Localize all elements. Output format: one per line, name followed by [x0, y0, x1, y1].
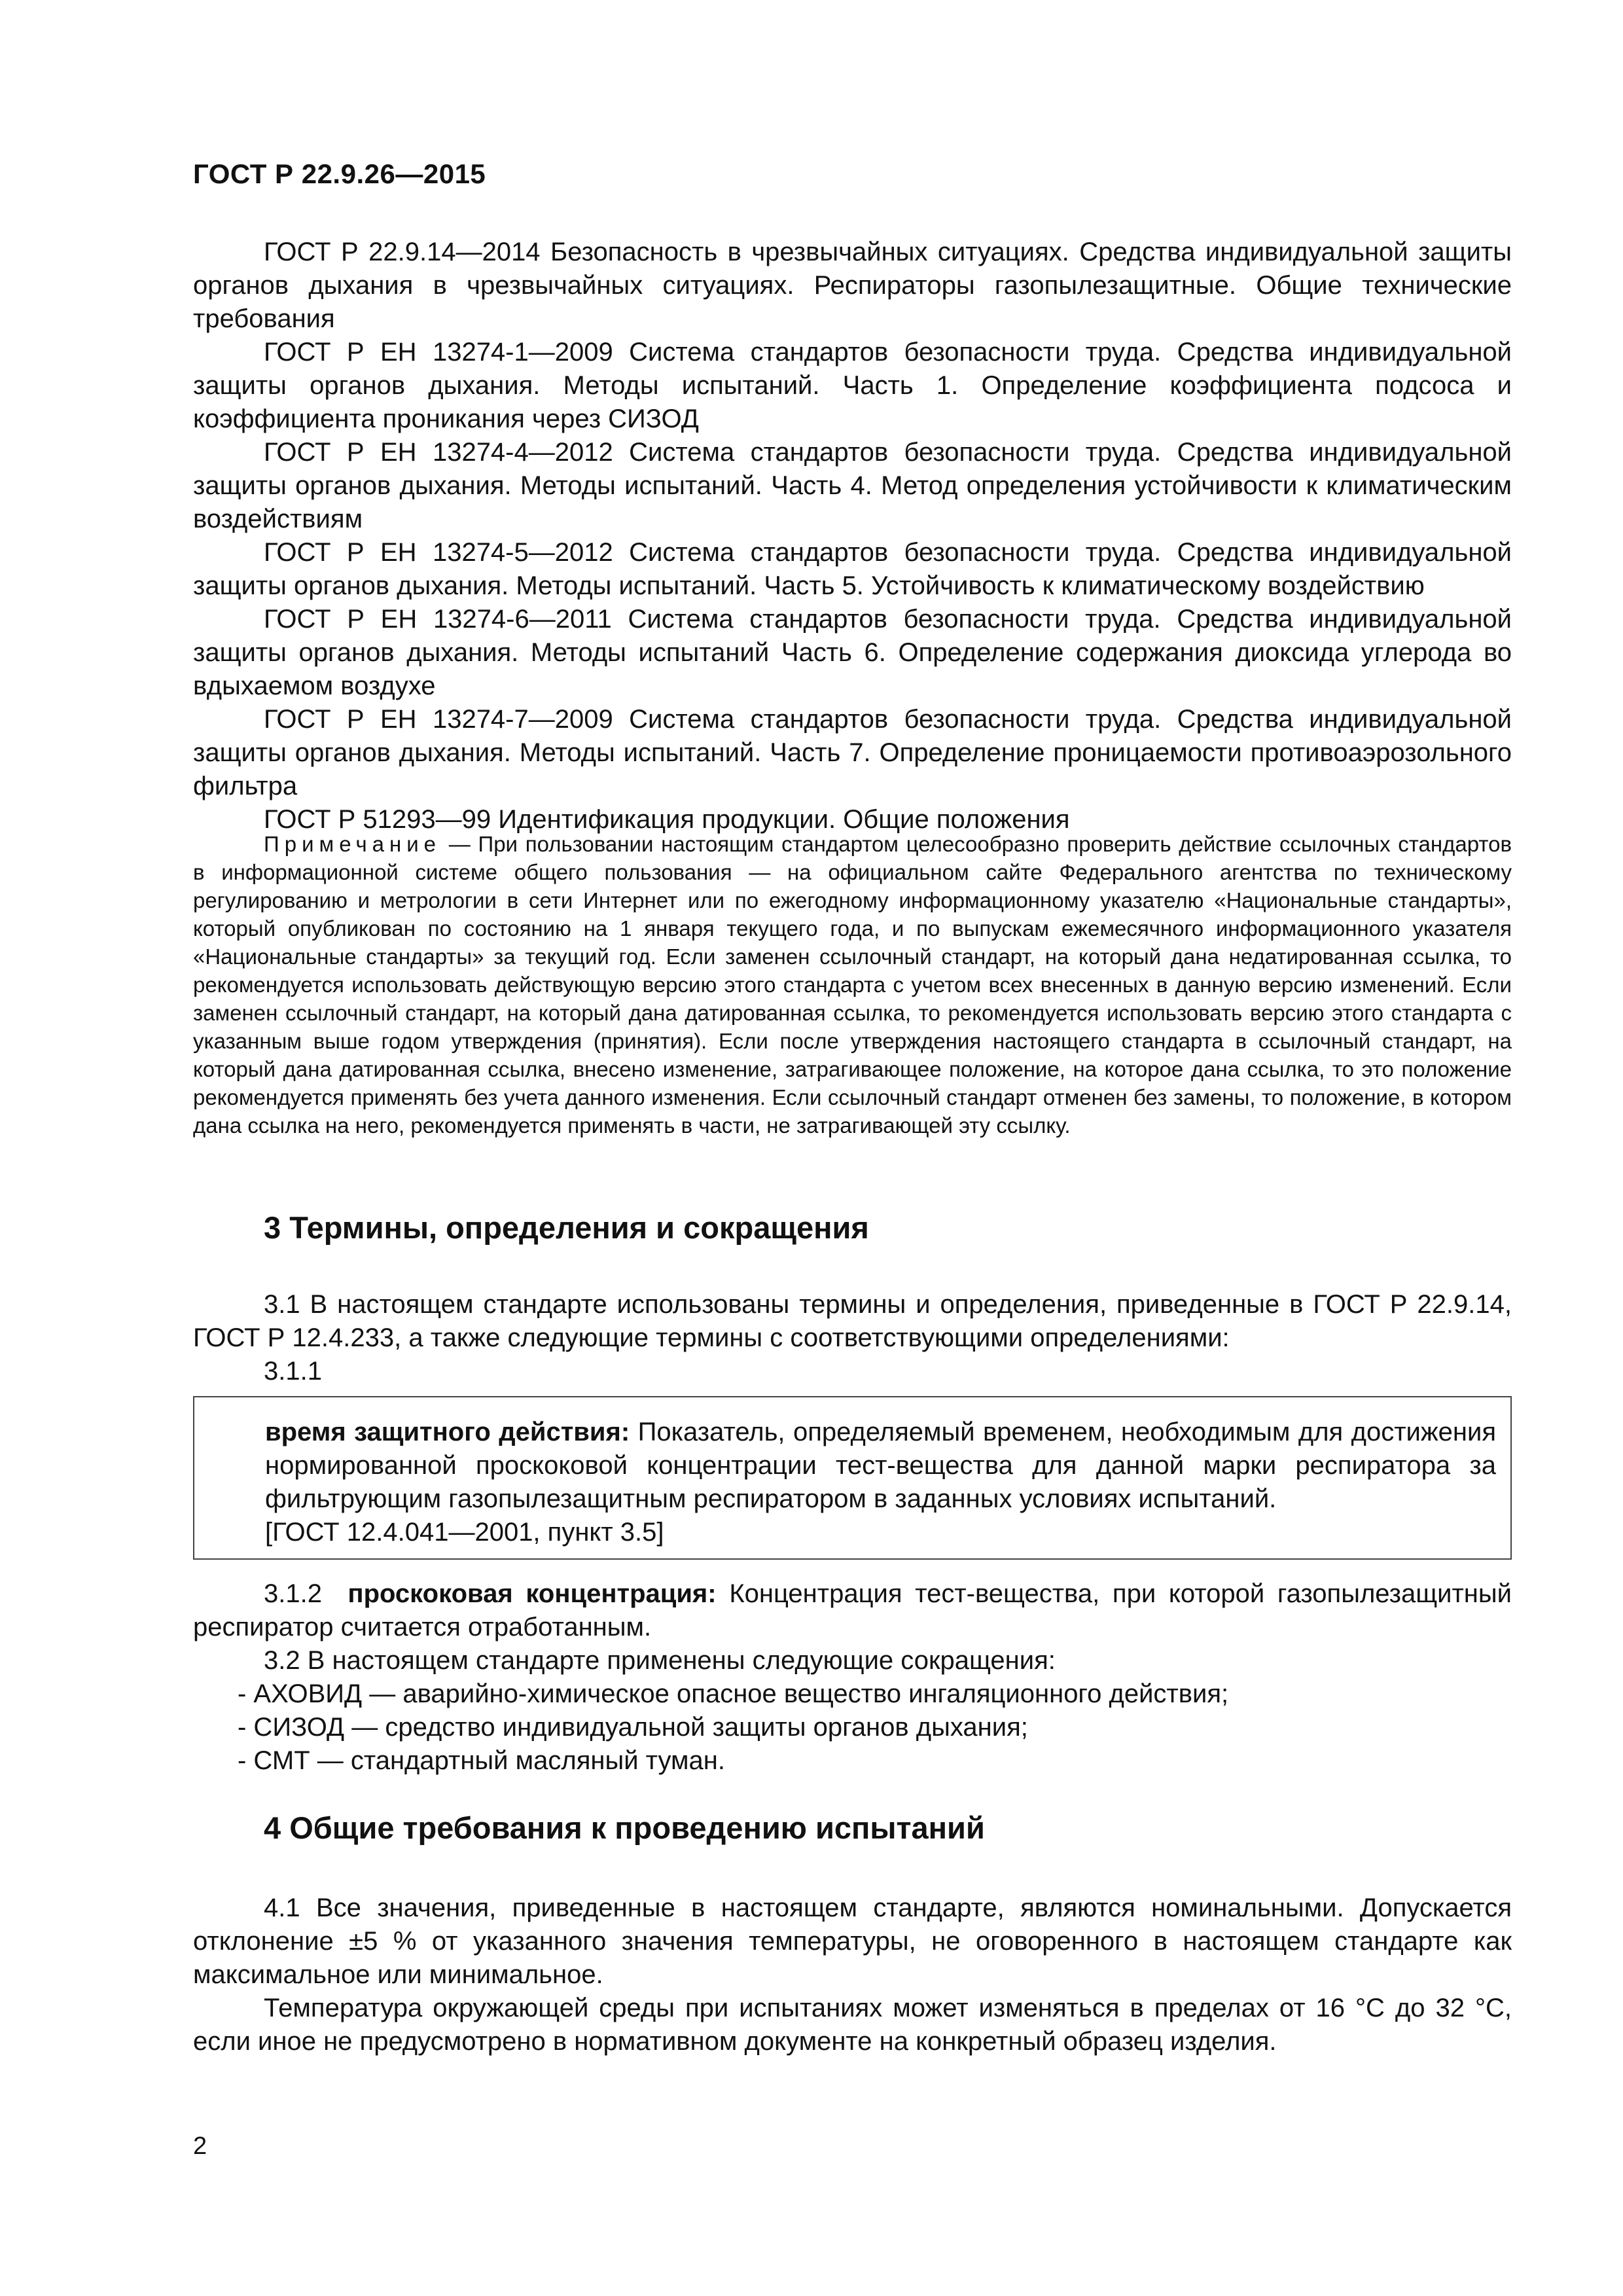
- reference-item: ГОСТ Р ЕН 13274-4—2012 Система стандартов безопасности труда. Средства индивидуальной защиты органов дыхания. Методы испытаний. Часть 4. Метод определения устойчивости к климатическим воздействиям: [193, 438, 1512, 533]
- clause-3-1-2-term: проскоковая концентрация:: [348, 1579, 717, 1608]
- abbreviation-item: - СИЗОД — средство индивидуальной защиты органов дыхания;: [238, 1713, 1028, 1742]
- clause-3-1-2: [193, 1577, 1512, 1644]
- abbreviation-item: - СМТ — стандартный масляный туман.: [238, 1746, 725, 1775]
- clause-3-1-2-number: 3.1.2: [264, 1579, 322, 1608]
- reference-item: ГОСТ Р 51293—99 Идентификация продукции. Общие положения: [264, 805, 1070, 834]
- clause-3-1-2-definition: Концентрация тест-вещества, при которой газопылезащитный респиратор считается отработанным.: [193, 1579, 1512, 1641]
- reference-item: ГОСТ Р ЕН 13274-6—2011 Система стандартов безопасности труда. Средства индивидуальной защиты органов дыхания. Методы испытаний Часть 6. Определение содержания диоксида углерода во вдыхаемом воздухе: [193, 605, 1512, 700]
- reference-item: ГОСТ Р ЕН 13274-7—2009 Система стандартов безопасности труда. Средства индивидуальной защиты органов дыхания. Методы испытаний. Часть 7. Определение проницаемости противоаэрозольного фильтра: [193, 705, 1512, 800]
- document-header-title: ГОСТ Р 22.9.26—2015: [193, 158, 486, 189]
- term-text: Показатель, определяемый временем, необходимым для достижения нормированной проскоковой концентрации тест-вещества для данной марки респиратора за фильтрующим газопылезащитным респиратором в заданных условиях испытаний.: [265, 1418, 1496, 1513]
- section-3-intro: [193, 1288, 1512, 1388]
- term-definition-box: [193, 1396, 1512, 1560]
- note-paragraph: [193, 830, 1512, 1139]
- term-definition: [265, 1416, 1496, 1516]
- clause-4-1: 4.1 Все значения, приведенные в настоящем стандарте, являются номинальными. Допускается отклонение ±5 % от указанного значения температуры, не оговоренного в настоящем стандарте как максимальное или минимальное.: [193, 1893, 1512, 1989]
- abbreviation-item: - АХОВИД — аварийно-химическое опасное вещество ингаляционного действия;: [238, 1679, 1229, 1708]
- page-number: 2: [193, 2132, 207, 2160]
- note-label: Примечание: [264, 832, 442, 856]
- references-list: [193, 236, 1512, 836]
- section-4-body: [193, 1892, 1512, 2058]
- term-name: время защитного действия:: [265, 1418, 630, 1446]
- reference-item: ГОСТ Р ЕН 13274-5—2012 Система стандартов безопасности труда. Средства индивидуальной защиты органов дыхания. Методы испытаний. Часть 5. Устойчивость к климатическому воздействию: [193, 538, 1512, 600]
- reference-item: ГОСТ Р ЕН 13274-1—2009 Система стандартов безопасности труда. Средства индивидуальной защиты органов дыхания. Методы испытаний. Часть 1. Определение коэффициента подсоса и коэффициента проникания через СИЗОД: [193, 338, 1512, 433]
- section-3-heading: 3 Термины, определения и сокращения: [264, 1210, 869, 1245]
- abbreviation-list: [193, 1677, 1512, 1778]
- term-source: [ГОСТ 12.4.041—2001, пункт 3.5]: [265, 1518, 664, 1547]
- section-3-definitions: [193, 1577, 1512, 1778]
- clause-3-1-1-number: 3.1.1: [264, 1357, 322, 1386]
- clause-3-2: 3.2 В настоящем стандарте применены следующие сокращения:: [264, 1646, 1056, 1675]
- clause-4-1-temperature: Температура окружающей среды при испытаниях может изменяться в пределах от 16 °С до 32 °С, если иное не предусмотрено в нормативном документе на конкретный образец изделия.: [193, 1994, 1512, 2056]
- note-text: — При пользовании настоящим стандартом целесообразно проверить действие ссылочных стандартов в информационной системе общего пользования — на официальном сайте Федерального агентства по техническому регулированию и метрологии в сети Интернет или по ежегодному информационному указателю «Национальные стандарты», который опубликован по состоянию на 1 января текущего года, и по выпускам ежемесячного информационного указателя «Национальные стандарты» за текущий год. Если заменен ссылочный стандарт, на который дана недатированная ссылка, то рекомендуется использовать действующую версию этого стандарта с учетом всех внесенных в данную версию изменений. Если заменен ссылочный стандарт, на который дана датированная ссылка, то рекомендуется использовать версию этого стандарта с указанным выше годом утверждения (принятия). Если после утверждения настоящего стандарта в ссылочный стандарт, на который дана датированная ссылка, внесено изменение, затрагивающее положение, на которое дана ссылка, то это положение рекомендуется применять без учета данного изменения. Если ссылочный стандарт отменен без замены, то положение, в котором дана ссылка на него, рекомендуется применять в части, не затрагивающей эту ссылку.: [193, 832, 1512, 1138]
- section-4-heading: 4 Общие требования к проведению испытаний: [264, 1810, 985, 1845]
- clause-3-1: 3.1 В настоящем стандарте использованы термины и определения, приведенные в ГОСТ Р 22.9.14, ГОСТ Р 12.4.233, а также следующие термины с соответствующими определениями:: [193, 1290, 1512, 1352]
- reference-item: ГОСТ Р 22.9.14—2014 Безопасность в чрезвычайных ситуациях. Средства индивидуальной защиты органов дыхания в чрезвычайных ситуациях. Респираторы газопылезащитные. Общие технические требования: [193, 238, 1512, 333]
